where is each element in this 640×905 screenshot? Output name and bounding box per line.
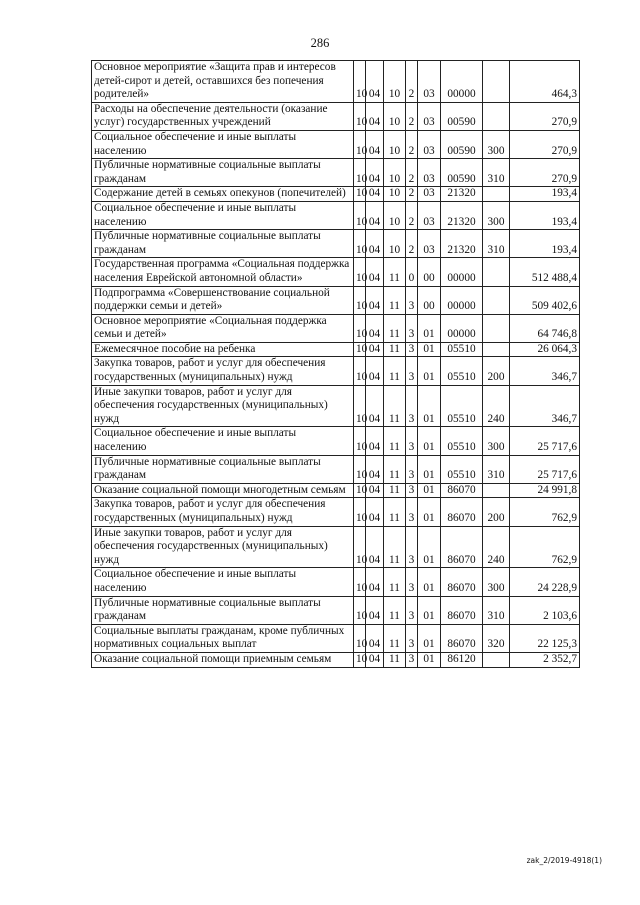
- activity-code: 01: [418, 596, 441, 624]
- program-code: 11: [384, 357, 406, 385]
- activity-code: 03: [418, 130, 441, 158]
- expense-type-code: [483, 483, 510, 498]
- subsection-code: 04: [366, 568, 384, 596]
- table-row: [92, 596, 580, 624]
- expense-type-code: 320: [483, 624, 510, 652]
- section-code: 10: [354, 159, 366, 187]
- program-code: 10: [384, 187, 406, 202]
- amount-value: 24 228,9: [510, 568, 580, 596]
- row-name: Подпрограмма «Совершенствование социальной поддержки семьи и детей»: [92, 286, 354, 314]
- table-row: [92, 61, 580, 103]
- subprogram-code: 3: [406, 455, 418, 483]
- row-name: Социальное обеспечение и иные выплаты населению: [92, 130, 354, 158]
- direction-code: 86070: [441, 568, 483, 596]
- table-row: [92, 130, 580, 158]
- direction-code: 21320: [441, 201, 483, 229]
- program-code: 11: [384, 498, 406, 526]
- section-code: 10: [354, 652, 366, 667]
- subsection-code: 04: [366, 102, 384, 130]
- section-code: 10: [354, 286, 366, 314]
- direction-code: 00590: [441, 159, 483, 187]
- subsection-code: 04: [366, 201, 384, 229]
- expense-type-code: [483, 187, 510, 202]
- expense-type-code: [483, 258, 510, 286]
- program-code: 10: [384, 201, 406, 229]
- section-code: 10: [354, 596, 366, 624]
- table-row: [92, 230, 580, 258]
- subprogram-code: 2: [406, 187, 418, 202]
- table-row: [92, 342, 580, 357]
- subprogram-code: 3: [406, 652, 418, 667]
- amount-value: 512 488,4: [510, 258, 580, 286]
- table-row: [92, 624, 580, 652]
- amount-value: 270,9: [510, 130, 580, 158]
- direction-code: 00000: [441, 314, 483, 342]
- table-row: [92, 201, 580, 229]
- expense-type-code: 200: [483, 357, 510, 385]
- row-name: Публичные нормативные социальные выплаты гражданам: [92, 159, 354, 187]
- subprogram-code: 2: [406, 61, 418, 103]
- direction-code: 21320: [441, 187, 483, 202]
- amount-value: 346,7: [510, 385, 580, 427]
- amount-value: 2 103,6: [510, 596, 580, 624]
- expense-type-code: [483, 314, 510, 342]
- activity-code: 00: [418, 258, 441, 286]
- subsection-code: 04: [366, 130, 384, 158]
- amount-value: 25 717,6: [510, 427, 580, 455]
- subprogram-code: 3: [406, 427, 418, 455]
- section-code: 10: [354, 314, 366, 342]
- section-code: 10: [354, 201, 366, 229]
- subsection-code: 04: [366, 498, 384, 526]
- section-code: 10: [354, 483, 366, 498]
- amount-value: 26 064,3: [510, 342, 580, 357]
- table-row: [92, 187, 580, 202]
- subsection-code: 04: [366, 258, 384, 286]
- direction-code: 86070: [441, 526, 483, 568]
- section-code: 10: [354, 427, 366, 455]
- activity-code: 00: [418, 286, 441, 314]
- amount-value: 2 352,7: [510, 652, 580, 667]
- subprogram-code: 3: [406, 385, 418, 427]
- program-code: 11: [384, 385, 406, 427]
- subsection-code: 04: [366, 286, 384, 314]
- program-code: 11: [384, 258, 406, 286]
- table-row: [92, 455, 580, 483]
- amount-value: 270,9: [510, 102, 580, 130]
- table-row: [92, 357, 580, 385]
- row-name: Публичные нормативные социальные выплаты гражданам: [92, 230, 354, 258]
- direction-code: 05510: [441, 342, 483, 357]
- subsection-code: 04: [366, 652, 384, 667]
- activity-code: 01: [418, 526, 441, 568]
- amount-value: 22 125,3: [510, 624, 580, 652]
- direction-code: 00590: [441, 102, 483, 130]
- row-name: Социальные выплаты гражданам, кроме публичных нормативных социальных выплат: [92, 624, 354, 652]
- direction-code: 05510: [441, 385, 483, 427]
- direction-code: 00000: [441, 258, 483, 286]
- section-code: 10: [354, 568, 366, 596]
- activity-code: 03: [418, 61, 441, 103]
- table-row: [92, 258, 580, 286]
- expense-type-code: 240: [483, 526, 510, 568]
- expense-type-code: 310: [483, 230, 510, 258]
- activity-code: 03: [418, 159, 441, 187]
- direction-code: 86070: [441, 483, 483, 498]
- row-name: Закупка товаров, работ и услуг для обеспечения государственных (муниципальных) нужд: [92, 357, 354, 385]
- expense-type-code: 240: [483, 385, 510, 427]
- row-name: Иные закупки товаров, работ и услуг для обеспечения государственных (муниципальных) нужд: [92, 526, 354, 568]
- program-code: 11: [384, 483, 406, 498]
- row-name: Основное мероприятие «Защита прав и интересов детей-сирот и детей, оставшихся без попечения родителей»: [92, 61, 354, 103]
- row-name: Иные закупки товаров, работ и услуг для обеспечения государственных (муниципальных) нужд: [92, 385, 354, 427]
- activity-code: 01: [418, 385, 441, 427]
- activity-code: 03: [418, 102, 441, 130]
- row-name: Государственная программа «Социальная поддержка населения Еврейской автономной области»: [92, 258, 354, 286]
- activity-code: 01: [418, 455, 441, 483]
- row-name: Социальное обеспечение и иные выплаты населению: [92, 201, 354, 229]
- subsection-code: 04: [366, 526, 384, 568]
- subprogram-code: 3: [406, 286, 418, 314]
- subprogram-code: 2: [406, 159, 418, 187]
- subsection-code: 04: [366, 483, 384, 498]
- table-row: [92, 483, 580, 498]
- subsection-code: 04: [366, 230, 384, 258]
- direction-code: 00000: [441, 286, 483, 314]
- activity-code: 01: [418, 652, 441, 667]
- program-code: 10: [384, 61, 406, 103]
- direction-code: 86070: [441, 596, 483, 624]
- program-code: 11: [384, 342, 406, 357]
- program-code: 11: [384, 652, 406, 667]
- amount-value: 509 402,6: [510, 286, 580, 314]
- subprogram-code: 3: [406, 624, 418, 652]
- activity-code: 01: [418, 314, 441, 342]
- program-code: 10: [384, 159, 406, 187]
- section-code: 10: [354, 455, 366, 483]
- expense-type-code: [483, 342, 510, 357]
- expense-type-code: 300: [483, 130, 510, 158]
- activity-code: 01: [418, 498, 441, 526]
- subsection-code: 04: [366, 624, 384, 652]
- budget-table: [91, 60, 580, 668]
- direction-code: 00000: [441, 61, 483, 103]
- amount-value: 193,4: [510, 187, 580, 202]
- table-row: [92, 427, 580, 455]
- expense-type-code: [483, 102, 510, 130]
- subprogram-code: 3: [406, 342, 418, 357]
- program-code: 10: [384, 102, 406, 130]
- section-code: 10: [354, 498, 366, 526]
- row-name: Расходы на обеспечение деятельности (оказание услуг) государственных учреждений: [92, 102, 354, 130]
- subsection-code: 04: [366, 455, 384, 483]
- amount-value: 346,7: [510, 357, 580, 385]
- row-name: Публичные нормативные социальные выплаты гражданам: [92, 596, 354, 624]
- subsection-code: 04: [366, 385, 384, 427]
- amount-value: 464,3: [510, 61, 580, 103]
- direction-code: 86120: [441, 652, 483, 667]
- section-code: 10: [354, 258, 366, 286]
- subprogram-code: 3: [406, 314, 418, 342]
- subsection-code: 04: [366, 342, 384, 357]
- program-code: 11: [384, 314, 406, 342]
- amount-value: 24 991,8: [510, 483, 580, 498]
- subprogram-code: 2: [406, 130, 418, 158]
- section-code: 10: [354, 230, 366, 258]
- program-code: 11: [384, 568, 406, 596]
- subsection-code: 04: [366, 427, 384, 455]
- activity-code: 01: [418, 357, 441, 385]
- section-code: 10: [354, 624, 366, 652]
- subprogram-code: 3: [406, 568, 418, 596]
- row-name: Оказание социальной помощи многодетным семьям: [92, 483, 354, 498]
- row-name: Содержание детей в семьях опекунов (попечителей): [92, 187, 354, 202]
- table-row: [92, 385, 580, 427]
- expense-type-code: [483, 61, 510, 103]
- section-code: 10: [354, 61, 366, 103]
- footer-code: zak_2/2019-4918(1): [526, 856, 602, 865]
- subprogram-code: 3: [406, 526, 418, 568]
- page-number: 286: [310, 36, 330, 50]
- section-code: 10: [354, 526, 366, 568]
- subprogram-code: 3: [406, 483, 418, 498]
- amount-value: 762,9: [510, 498, 580, 526]
- activity-code: 01: [418, 624, 441, 652]
- direction-code: 05510: [441, 427, 483, 455]
- row-name: Социальное обеспечение и иные выплаты населению: [92, 568, 354, 596]
- table-row: [92, 314, 580, 342]
- subprogram-code: 3: [406, 498, 418, 526]
- program-code: 11: [384, 526, 406, 568]
- expense-type-code: 310: [483, 455, 510, 483]
- direction-code: 21320: [441, 230, 483, 258]
- direction-code: 86070: [441, 498, 483, 526]
- amount-value: 270,9: [510, 159, 580, 187]
- table-row: [92, 102, 580, 130]
- expense-type-code: [483, 286, 510, 314]
- table-row: [92, 568, 580, 596]
- expense-type-code: 200: [483, 498, 510, 526]
- activity-code: 01: [418, 483, 441, 498]
- expense-type-code: 300: [483, 427, 510, 455]
- expense-type-code: [483, 652, 510, 667]
- activity-code: 03: [418, 230, 441, 258]
- activity-code: 01: [418, 342, 441, 357]
- subsection-code: 04: [366, 357, 384, 385]
- subsection-code: 04: [366, 596, 384, 624]
- direction-code: 05510: [441, 455, 483, 483]
- section-code: 10: [354, 130, 366, 158]
- table-row: [92, 498, 580, 526]
- section-code: 10: [354, 342, 366, 357]
- expense-type-code: 300: [483, 568, 510, 596]
- program-code: 11: [384, 427, 406, 455]
- subprogram-code: 3: [406, 357, 418, 385]
- program-code: 11: [384, 286, 406, 314]
- activity-code: 03: [418, 201, 441, 229]
- subprogram-code: 3: [406, 596, 418, 624]
- amount-value: 762,9: [510, 526, 580, 568]
- subsection-code: 04: [366, 314, 384, 342]
- program-code: 10: [384, 230, 406, 258]
- amount-value: 64 746,8: [510, 314, 580, 342]
- subprogram-code: 2: [406, 201, 418, 229]
- row-name: Оказание социальной помощи приемным семьям: [92, 652, 354, 667]
- subsection-code: 04: [366, 187, 384, 202]
- section-code: 10: [354, 102, 366, 130]
- section-code: 10: [354, 187, 366, 202]
- amount-value: 25 717,6: [510, 455, 580, 483]
- subprogram-code: 0: [406, 258, 418, 286]
- direction-code: 00590: [441, 130, 483, 158]
- section-code: 10: [354, 385, 366, 427]
- table-row: [92, 652, 580, 667]
- table-row: [92, 159, 580, 187]
- program-code: 11: [384, 596, 406, 624]
- expense-type-code: 310: [483, 596, 510, 624]
- subsection-code: 04: [366, 61, 384, 103]
- activity-code: 01: [418, 427, 441, 455]
- table-row: [92, 286, 580, 314]
- subprogram-code: 2: [406, 102, 418, 130]
- row-name: Социальное обеспечение и иные выплаты населению: [92, 427, 354, 455]
- direction-code: 86070: [441, 624, 483, 652]
- program-code: 10: [384, 130, 406, 158]
- row-name: Закупка товаров, работ и услуг для обеспечения государственных (муниципальных) нужд: [92, 498, 354, 526]
- program-code: 11: [384, 455, 406, 483]
- amount-value: 193,4: [510, 230, 580, 258]
- direction-code: 05510: [441, 357, 483, 385]
- activity-code: 01: [418, 568, 441, 596]
- program-code: 11: [384, 624, 406, 652]
- amount-value: 193,4: [510, 201, 580, 229]
- table-body: [92, 61, 580, 668]
- subprogram-code: 2: [406, 230, 418, 258]
- expense-type-code: 300: [483, 201, 510, 229]
- table-row: [92, 526, 580, 568]
- row-name: Основное мероприятие «Социальная поддержка семьи и детей»: [92, 314, 354, 342]
- expense-type-code: 310: [483, 159, 510, 187]
- row-name: Публичные нормативные социальные выплаты гражданам: [92, 455, 354, 483]
- subsection-code: 04: [366, 159, 384, 187]
- activity-code: 03: [418, 187, 441, 202]
- row-name: Ежемесячное пособие на ребенка: [92, 342, 354, 357]
- section-code: 10: [354, 357, 366, 385]
